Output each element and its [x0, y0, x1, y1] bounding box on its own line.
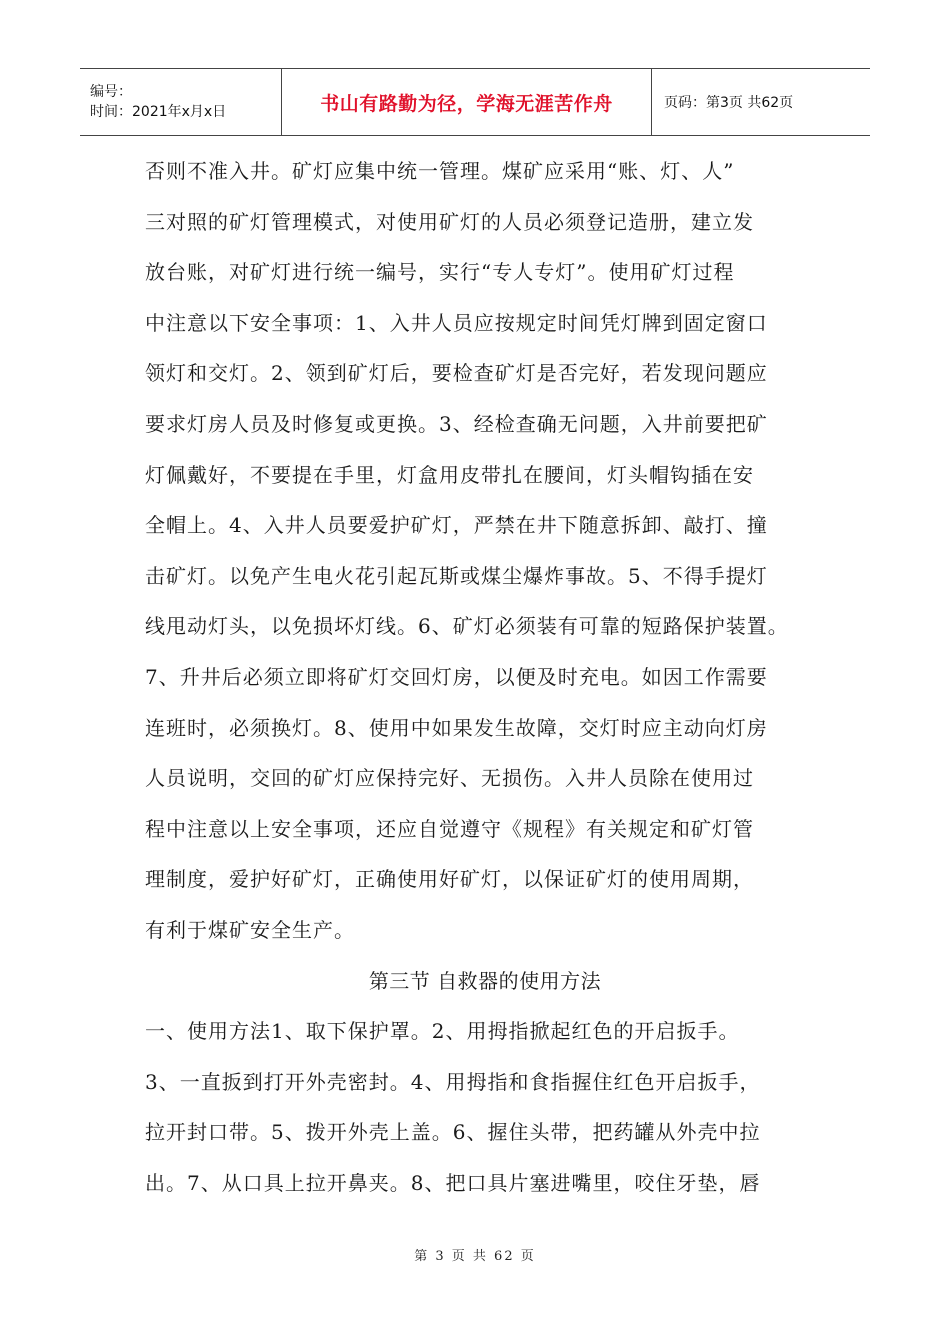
paragraph-line: 放台账，对矿灯进行统一编号，实行“专人专灯”。使用矿灯过程	[145, 260, 735, 285]
document-body	[145, 146, 825, 1208]
paragraph-line: 中注意以下安全事项：1、入井人员应按规定时间凭灯牌到固定窗口	[145, 310, 768, 335]
paragraph-line: 出。7、从口具上拉开鼻夹。8、把口具片塞进嘴里，咬住牙垫，唇	[145, 1170, 761, 1195]
section-title: 第三节 自救器的使用方法	[368, 968, 602, 993]
header-motto: 书山有路勤为径，学海无涯苦作舟	[282, 69, 652, 135]
paragraph-line: 领灯和交灯。2、领到矿灯后，要检查矿灯是否完好，若发现问题应	[145, 361, 768, 386]
paragraph-line: 理制度，爱护好矿灯，正确使用好矿灯，以保证矿灯的使用周期，	[145, 867, 754, 892]
page-footer: 第 3 页 共 62 页	[414, 1249, 536, 1264]
paragraph-line: 拉开封口带。5、拨开外壳上盖。6、握住头带，把药罐从外壳中拉	[145, 1120, 761, 1145]
paragraph-line: 三对照的矿灯管理模式，对使用矿灯的人员必须登记造册，建立发	[145, 209, 754, 234]
paragraph-line: 全帽上。4、入井人员要爱护矿灯，严禁在井下随意拆卸、敲打、撞	[145, 513, 768, 538]
paragraph-line: 灯佩戴好，不要提在手里，灯盒用皮带扎在腰间，灯头帽钩插在安	[145, 462, 754, 487]
paragraph-line: 击矿灯。以免产生电火花引起瓦斯或煤尘爆炸事故。5、不得手提灯	[145, 563, 768, 588]
paragraph-line: 连班时，必须换灯。8、使用中如果发生故障，交灯时应主动向灯房	[145, 715, 768, 740]
header-meta	[80, 69, 282, 135]
document-number: 编号：	[90, 84, 132, 100]
paragraph-line: 一、使用方法1、取下保护罩。2、用拇指掀起红色的开启扳手。	[145, 1019, 740, 1044]
paragraph-line: 7、升井后必须立即将矿灯交回灯房，以便及时充电。如因工作需要	[145, 664, 768, 689]
paragraph-line: 人员说明，交回的矿灯应保持完好、无损伤。入井人员除在使用过	[145, 766, 754, 791]
paragraph-line: 有利于煤矿安全生产。	[145, 917, 355, 942]
paragraph-line: 3、一直扳到打开外壳密封。4、用拇指和食指握住红色开启扳手，	[145, 1069, 761, 1094]
document-time: 时间：2021年x月x日	[90, 104, 227, 120]
header-page-info: 页码：第3页 共62页	[664, 95, 794, 111]
paragraph-line: 否则不准入井。矿灯应集中统一管理。煤矿应采用“账、灯、人”	[145, 159, 735, 183]
paragraph-line: 线甩动灯头，以免损坏灯线。6、矿灯必须装有可靠的短路保护装置。	[145, 614, 789, 639]
paragraph-line: 程中注意以上安全事项，还应自觉遵守《规程》有关规定和矿灯管	[145, 816, 754, 841]
page-header	[80, 68, 870, 136]
paragraph-line: 要求灯房人员及时修复或更换。3、经检查确无问题，入井前要把矿	[145, 411, 768, 436]
